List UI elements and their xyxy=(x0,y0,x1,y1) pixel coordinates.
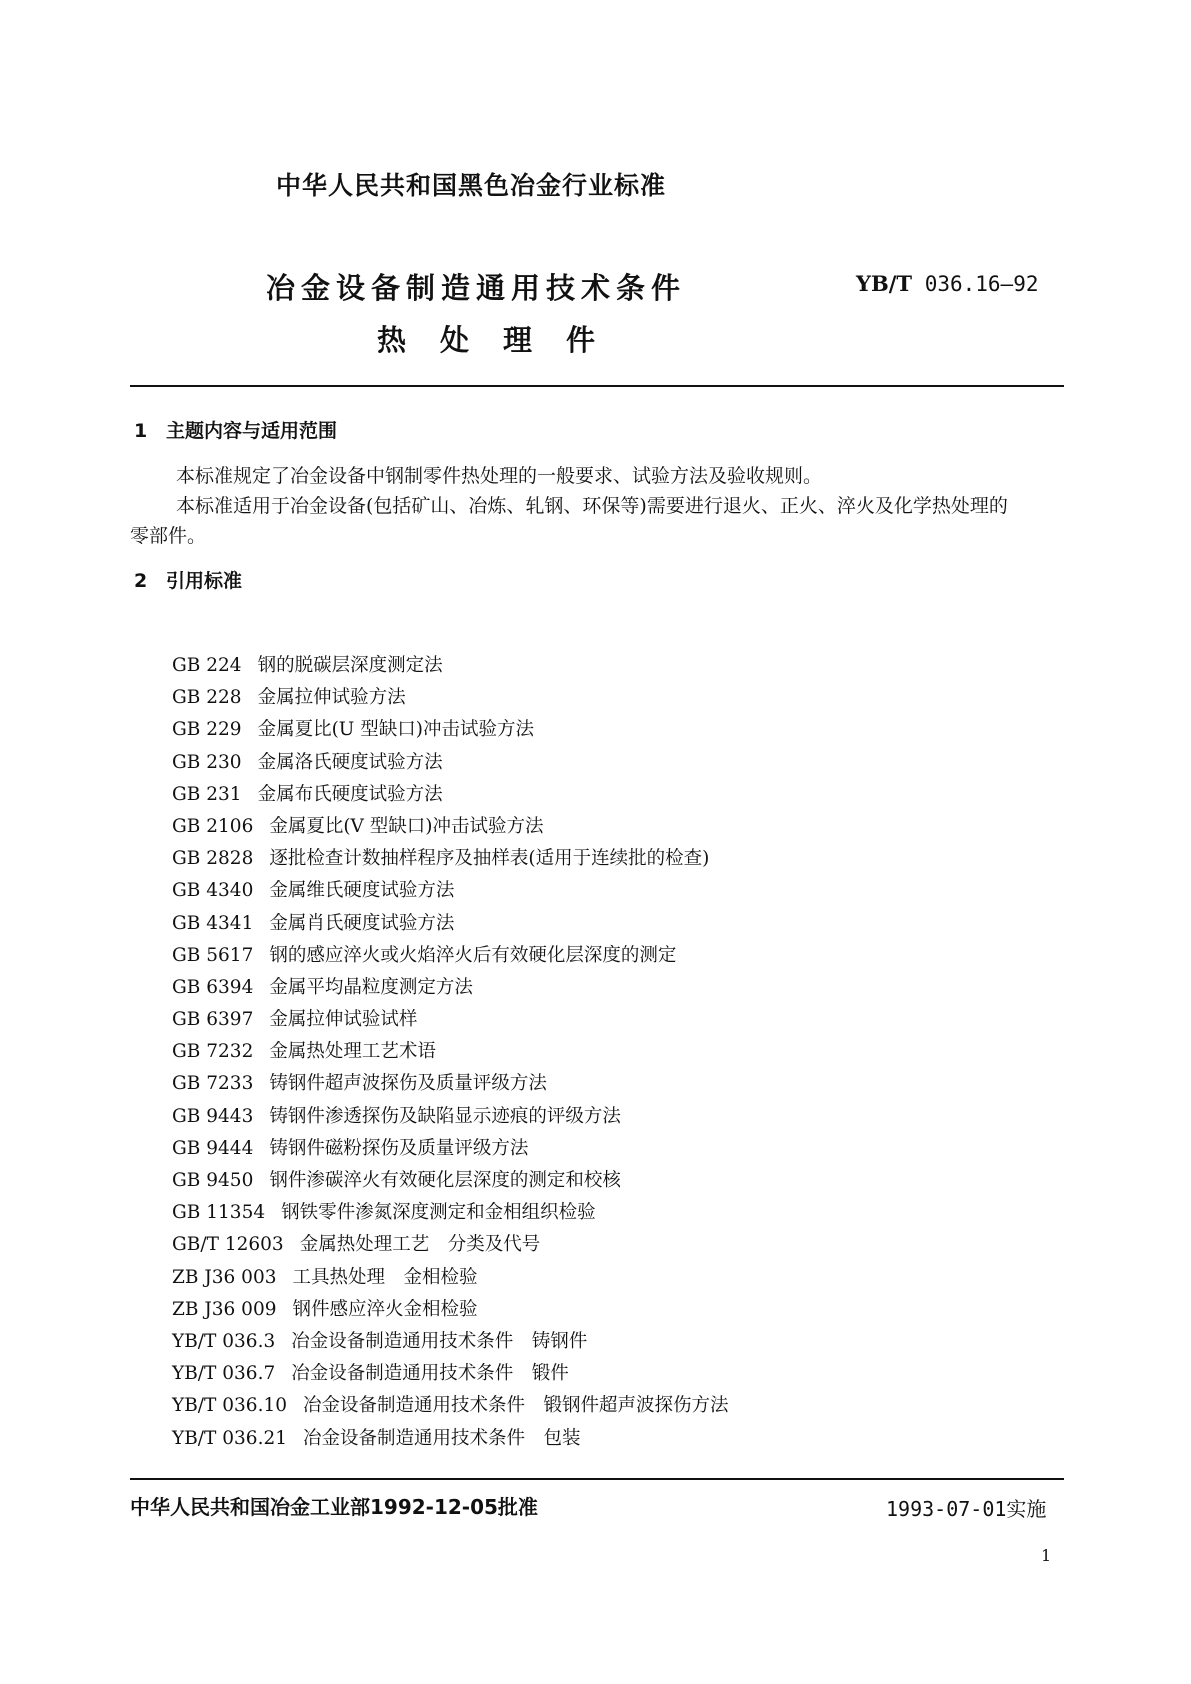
standard-code-prefix: YB/T xyxy=(856,271,913,296)
reference-code: GB 9450 xyxy=(172,1170,254,1191)
reference-list xyxy=(172,650,729,1455)
reference-code: GB 9443 xyxy=(172,1105,254,1127)
reference-item xyxy=(172,1294,729,1326)
reference-title: 冶金设备制造通用技术条件 铸钢件 xyxy=(291,1330,588,1352)
reference-title: 铸钢件渗透探伤及缺陷显示迹痕的评级方法 xyxy=(269,1105,621,1127)
reference-item xyxy=(172,811,729,843)
reference-title: 铸钢件磁粉探伤及质量评级方法 xyxy=(269,1137,529,1159)
document-subtitle: 热处理件 xyxy=(377,323,630,357)
reference-code: ZB J36 003 xyxy=(172,1266,277,1288)
reference-item xyxy=(172,1004,729,1036)
reference-title: 金属夏比(U 型缺口)冲击试验方法 xyxy=(257,719,534,741)
standard-code xyxy=(856,271,1039,296)
reference-title: 金属维氏硬度试验方法 xyxy=(269,880,455,902)
reference-code: YB/T 036.3 xyxy=(172,1330,276,1352)
reference-title: 铸钢件超声波探伤及质量评级方法 xyxy=(269,1073,547,1095)
reference-title: 金属热处理工艺 分类及代号 xyxy=(299,1234,541,1256)
reference-item xyxy=(172,682,729,714)
reference-item xyxy=(172,1326,729,1358)
page-number: 1 xyxy=(1041,1546,1052,1565)
reference-title: 金属热处理工艺术语 xyxy=(269,1041,436,1063)
reference-item xyxy=(172,1229,729,1261)
reference-title: 金属平均晶粒度测定方法 xyxy=(269,976,473,998)
reference-title: 钢件感应淬火金相检验 xyxy=(292,1298,478,1320)
reference-title: 钢的脱碳层深度测定法 xyxy=(257,655,443,676)
reference-code: GB 4341 xyxy=(172,912,254,934)
section-1-paragraph-2-continued: 零部件。 xyxy=(130,525,207,547)
reference-code: GB/T 12603 xyxy=(172,1234,284,1256)
reference-code: GB 2106 xyxy=(172,815,254,837)
reference-title: 冶金设备制造通用技术条件 锻件 xyxy=(291,1363,569,1385)
section-1-heading xyxy=(134,416,337,443)
reference-code: GB 224 xyxy=(172,655,242,676)
section-2-number: 2 xyxy=(134,570,148,592)
reference-code: GB 9444 xyxy=(172,1137,254,1159)
reference-code: GB 11354 xyxy=(172,1202,266,1224)
reference-title: 金属拉伸试验试样 xyxy=(269,1009,418,1031)
reference-title: 钢的感应淬火或火焰淬火后有效硬化层深度的测定 xyxy=(269,944,677,966)
reference-code: GB 5617 xyxy=(172,944,254,966)
reference-code: GB 6394 xyxy=(172,976,254,998)
reference-code: GB 231 xyxy=(172,783,242,805)
reference-title: 金属肖氏硬度试验方法 xyxy=(269,912,455,934)
reference-title: 钢件渗碳淬火有效硬化层深度的测定和校核 xyxy=(269,1170,621,1191)
reference-item xyxy=(172,1390,729,1422)
reference-item xyxy=(172,779,729,811)
document-title: 冶金设备制造通用技术条件 xyxy=(266,271,687,305)
reference-item xyxy=(172,1068,729,1100)
reference-item xyxy=(172,972,729,1004)
section-1-paragraph-1: 本标准规定了冶金设备中钢制零件热处理的一般要求、试验方法及验收规则。 xyxy=(176,465,823,487)
reference-item xyxy=(172,1133,729,1165)
reference-title: 金属洛氏硬度试验方法 xyxy=(257,751,443,773)
reference-code: GB 7232 xyxy=(172,1041,254,1063)
reference-code: GB 7233 xyxy=(172,1073,254,1095)
effective-date: 1993-07-01实施 xyxy=(886,1497,1047,1521)
reference-code: GB 4340 xyxy=(172,880,254,902)
approval-note: 中华人民共和国冶金工业部1992-12-05批准 xyxy=(130,1495,538,1519)
reference-title: 金属夏比(V 型缺口)冲击试验方法 xyxy=(269,815,544,837)
reference-item xyxy=(172,650,729,682)
ministry-standard-header: 中华人民共和国黑色冶金行业标准 xyxy=(276,171,667,200)
standard-code-number: 036.16—92 xyxy=(924,272,1039,296)
reference-item xyxy=(172,1036,729,1068)
reference-code: GB 2828 xyxy=(172,848,254,870)
reference-code: GB 229 xyxy=(172,719,242,741)
reference-item xyxy=(172,1197,729,1229)
reference-item xyxy=(172,747,729,779)
reference-item xyxy=(172,1262,729,1294)
section-1-paragraph-2: 本标准适用于冶金设备(包括矿山、冶炼、轧钢、环保等)需要进行退火、正火、淬火及化学热处理的 xyxy=(176,495,1008,517)
reference-title: 冶金设备制造通用技术条件 包装 xyxy=(303,1427,581,1449)
section-2-title: 引用标准 xyxy=(166,570,243,592)
footer-divider xyxy=(130,1478,1064,1480)
reference-item xyxy=(172,875,729,907)
reference-code: GB 230 xyxy=(172,751,242,773)
reference-item xyxy=(172,1423,729,1455)
reference-title: 金属布氏硬度试验方法 xyxy=(257,783,443,805)
reference-item xyxy=(172,1358,729,1390)
reference-code: ZB J36 009 xyxy=(172,1298,277,1320)
reference-code: YB/T 036.10 xyxy=(172,1395,287,1417)
reference-item xyxy=(172,714,729,746)
section-2-heading xyxy=(134,566,242,593)
reference-item xyxy=(172,843,729,875)
reference-title: 工具热处理 金相检验 xyxy=(292,1266,478,1288)
reference-code: GB 228 xyxy=(172,687,242,709)
reference-item xyxy=(172,940,729,972)
reference-item xyxy=(172,1101,729,1133)
reference-code: GB 6397 xyxy=(172,1009,254,1031)
reference-title: 冶金设备制造通用技术条件 锻钢件超声波探伤方法 xyxy=(303,1395,729,1417)
reference-item xyxy=(172,1165,729,1197)
reference-title: 金属拉伸试验方法 xyxy=(257,687,406,709)
reference-item xyxy=(172,908,729,940)
reference-code: YB/T 036.7 xyxy=(172,1363,276,1385)
section-1-number: 1 xyxy=(134,420,148,442)
header-divider xyxy=(130,385,1064,387)
reference-title: 逐批检查计数抽样程序及抽样表(适用于连续批的检查) xyxy=(269,848,710,870)
section-1-title: 主题内容与适用范围 xyxy=(166,420,338,442)
reference-title: 钢铁零件渗氮深度测定和金相组织检验 xyxy=(281,1202,596,1224)
reference-code: YB/T 036.21 xyxy=(172,1427,287,1449)
